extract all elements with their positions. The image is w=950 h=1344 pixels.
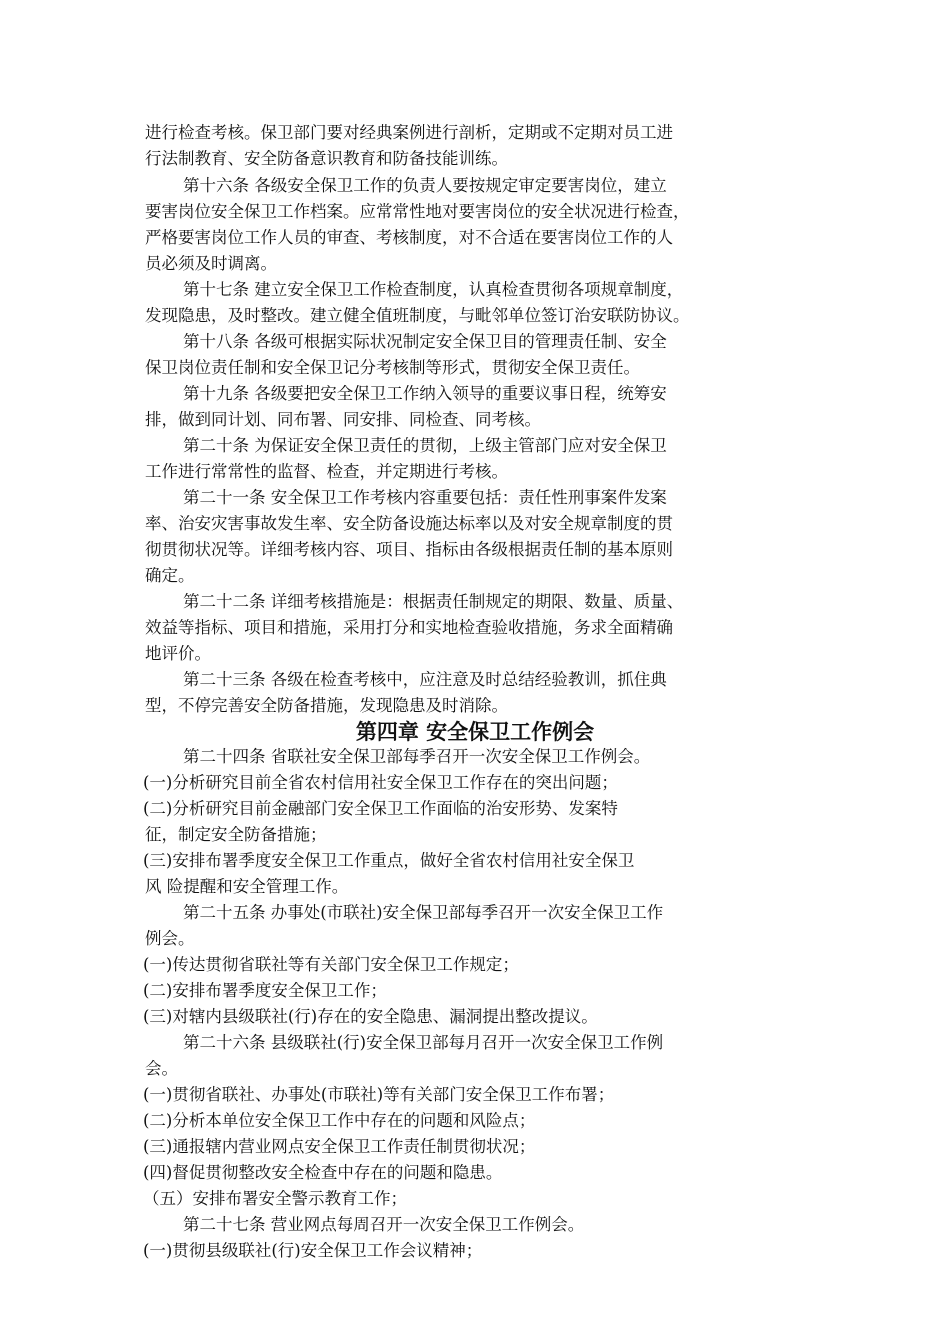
text-line: 会。 — [145, 1059, 178, 1078]
list-item: (一)贯彻县级联社(行)安全保卫工作会议精神； — [143, 1241, 483, 1260]
text-line: 行法制教育、安全防备意识教育和防备技能训练。 — [145, 149, 508, 168]
list-item: (三)通报辖内营业网点安全保卫工作责任制贯彻状况； — [143, 1137, 536, 1156]
list-item: (二)分析研究目前金融部门安全保卫工作面临的治安形势、发案特 — [143, 799, 618, 818]
text-line: 工作进行常常性的监督、检查，并定期进行考核。 — [145, 462, 508, 481]
list-item: (一)分析研究目前全省农村信用社安全保卫工作存在的突出问题； — [143, 773, 618, 792]
article-24: 第二十四条 省联社安全保卫部每季召开一次安全保卫工作例会。 — [183, 747, 651, 766]
list-item: (二)分析本单位安全保卫工作中存在的问题和风险点； — [143, 1111, 536, 1130]
text-line: 排，做到同计划、同布署、同安排、同检查、同考核。 — [145, 410, 541, 429]
text-line: 员必须及时调离。 — [145, 254, 277, 273]
article-18: 第十八条 各级可根据实际状况制定安全保卫目的管理责任制、安全 — [183, 332, 667, 351]
list-item: (三)安排布署季度安全保卫工作重点，做好全省农村信用社安全保卫 — [143, 851, 635, 870]
text-line: 地评价。 — [145, 644, 211, 663]
list-item: (二)安排布署季度安全保卫工作； — [143, 981, 387, 1000]
text-line: 要害岗位安全保卫工作档案。应常常性地对要害岗位的安全状况进行检查， — [145, 202, 690, 221]
article-21: 第二十一条 安全保卫工作考核内容重要包括：责任性刑事案件发案 — [183, 488, 667, 507]
article-16: 第十六条 各级安全保卫工作的负责人要按规定审定要害岗位，建立 — [183, 176, 667, 195]
list-item: (一)贯彻省联社、办事处(市联社)等有关部门安全保卫工作布署； — [143, 1085, 615, 1104]
text-line: 严格要害岗位工作人员的审查、考核制度，对不合适在要害岗位工作的人 — [145, 228, 673, 247]
article-23: 第二十三条 各级在检查考核中，应注意及时总结经验教训，抓住典 — [183, 670, 667, 689]
text-line: 征，制定安全防备措施； — [145, 825, 327, 844]
article-20: 第二十条 为保证安全保卫责任的贯彻，上级主管部门应对安全保卫 — [183, 436, 667, 455]
text-line: 确定。 — [145, 566, 195, 585]
list-item: (四)督促贯彻整改安全检查中存在的问题和隐患。 — [143, 1163, 503, 1182]
text-line: 发现隐患，及时整改。建立健全值班制度，与毗邻单位签订治安联防协议。 — [145, 306, 690, 325]
article-19: 第十九条 各级要把安全保卫工作纳入领导的重要议事日程，统筹安 — [183, 384, 667, 403]
text-line: 进行检查考核。保卫部门要对经典案例进行剖析，定期或不定期对员工进 — [145, 123, 673, 142]
text-line: 效益等指标、项目和措施，采用打分和实地检查验收措施，务求全面精确 — [145, 618, 673, 637]
chapter-heading: 第四章 安全保卫工作例会 — [355, 720, 595, 744]
text-line: 彻贯彻状况等。详细考核内容、项目、指标由各级根据责任制的基本原则 — [145, 540, 673, 559]
text-line: 例会。 — [145, 929, 195, 948]
article-25: 第二十五条 办事处(市联社)安全保卫部每季召开一次安全保卫工作 — [183, 903, 664, 922]
article-26: 第二十六条 县级联社(行)安全保卫部每月召开一次安全保卫工作例 — [183, 1033, 664, 1052]
article-27: 第二十七条 营业网点每周召开一次安全保卫工作例会。 — [183, 1215, 585, 1234]
article-17: 第十七条 建立安全保卫工作检查制度，认真检查贯彻各项规章制度， — [183, 280, 684, 299]
article-22: 第二十二条 详细考核措施是：根据责任制规定的期限、数量、质量、 — [183, 592, 684, 611]
list-item: (一)传达贯彻省联社等有关部门安全保卫工作规定； — [143, 955, 519, 974]
text-line: 率、治安灾害事故发生率、安全防备设施达标率以及对安全规章制度的贯 — [145, 514, 673, 533]
list-item: （五）安排布署安全警示教育工作； — [143, 1189, 407, 1208]
text-line: 保卫岗位责任制和安全保卫记分考核制等形式，贯彻安全保卫责任。 — [145, 358, 640, 377]
text-line: 风 险提醒和安全管理工作。 — [145, 877, 349, 896]
text-line: 型，不停完善安全防备措施，发现隐患及时消除。 — [145, 696, 508, 715]
list-item: (三)对辖内县级联社(行)存在的安全隐患、漏洞提出整改提议。 — [143, 1007, 598, 1026]
